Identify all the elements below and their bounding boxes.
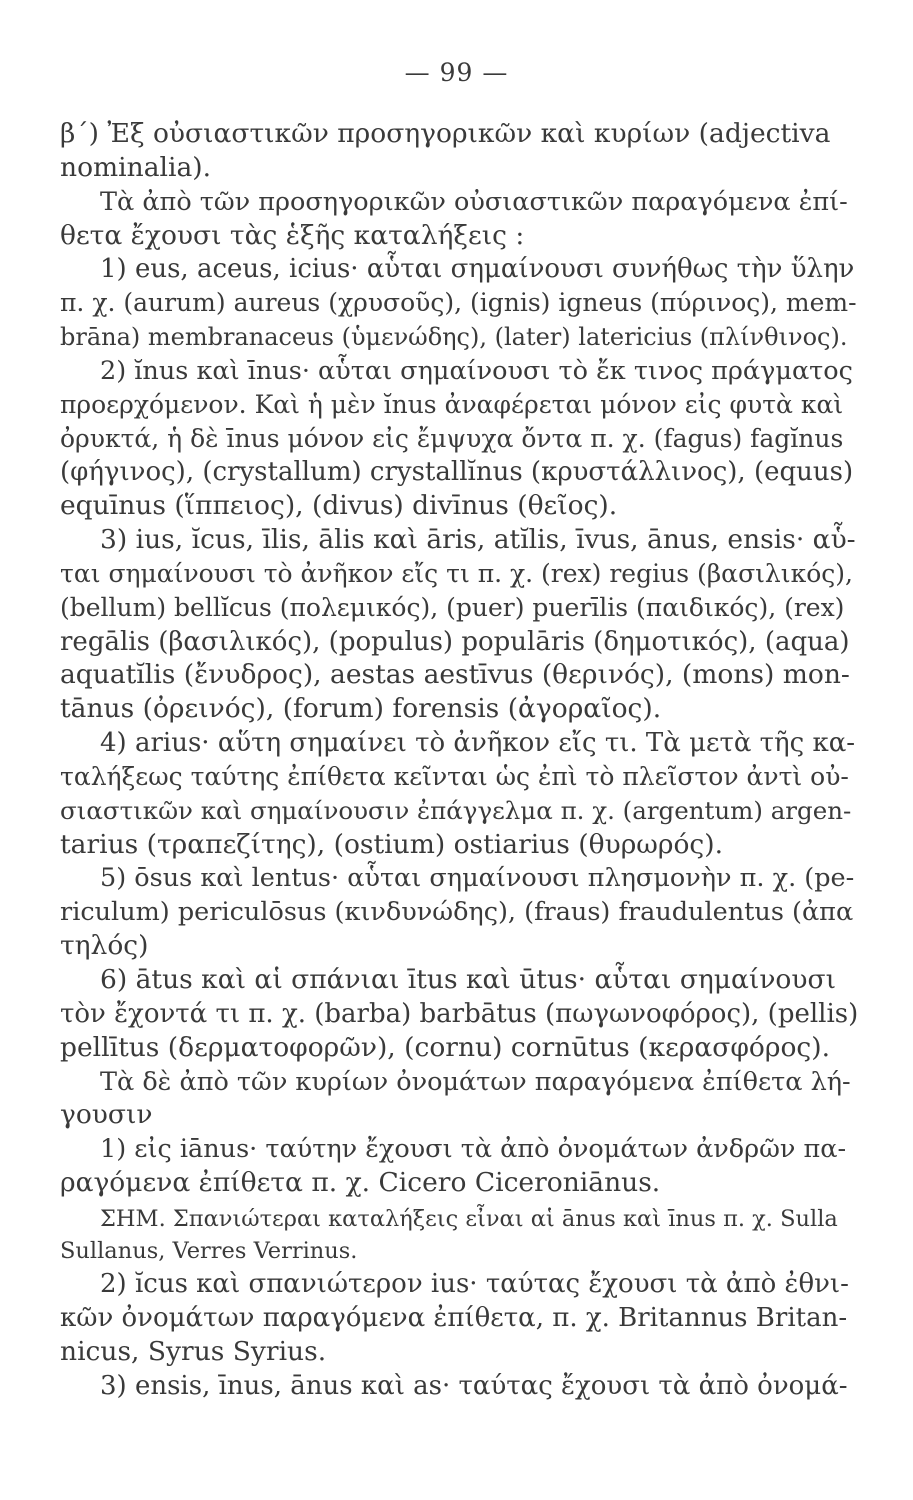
text-line: 3) ius, ĭcus, īlis, ālis καὶ āris, atĭlis, īvus, ānus, ensis· αὗ- bbox=[100, 524, 856, 555]
note-line: Sullanus, Verres Verrinus. bbox=[60, 1238, 358, 1264]
note-line: ΣΗΜ. Σπανιώτεραι καταλήξεις εἶναι αἱ ānus καὶ īnus π. χ. Sulla bbox=[100, 1206, 838, 1232]
text-line: aquatĭlis (ἔνυδρος), aestas aestīvus (θερινός), (mons) mon- bbox=[60, 659, 850, 690]
page-number: — 99 — bbox=[404, 58, 509, 87]
text-line: riculum) periculōsus (κινδυνώδης), (fraus) fraudulentus (ἀπα bbox=[60, 897, 854, 927]
text-line: προερχόμενον. Καὶ ἡ μὲν ĭnus ἀναφέρεται μόνον εἰς φυτὰ καὶ bbox=[60, 390, 844, 419]
text-line: nicus, Syrus Syrius. bbox=[60, 1336, 327, 1367]
text-line: κῶν ὀνομάτων παραγόμενα ἐπίθετα, π. χ. Britannus Britan- bbox=[60, 1303, 848, 1333]
text-line: 2) ĭnus καὶ īnus· αὗται σημαίνουσι τὸ ἔκ τινος πράγματος bbox=[100, 356, 853, 386]
text-line: tānus (ὀρεινός), (forum) forensis (ἀγοραῖος). bbox=[60, 693, 662, 724]
text-line: brāna) membranaceus (ὑμενώδης), (later) latericius (πλίνθινος). bbox=[60, 323, 848, 351]
text-line: regālis (βασιλικός), (populus) populāris (δημοτικός), (aqua) bbox=[60, 627, 850, 657]
text-line: σιαστικῶν καὶ σημαίνουσιν ἐπάγγελμα π. χ. (argentum) argen- bbox=[60, 796, 852, 825]
text-line: τηλός) bbox=[60, 930, 149, 961]
text-line: ὀρυκτά, ἡ δὲ īnus μόνον εἰς ἔμψυχα ὄντα π. χ. (fagus) fagĭnus bbox=[60, 424, 844, 453]
text-line: 2) ĭcus καὶ σπανιώτερον ius· ταύτας ἔχουσι τὰ ἀπὸ ἐθνι- bbox=[100, 1269, 849, 1299]
text-line: (φήγινος), (crystallum) crystallĭnus (κρυστάλλινος), (equus) bbox=[60, 457, 854, 487]
text-line: 4) arius· αὕτη σημαίνει τὸ ἀνῆκον εἴς τι. Τὰ μετὰ τῆς κα- bbox=[100, 728, 856, 758]
text-line: ραγόμενα ἐπίθετα π. χ. Cicero Ciceroniānus. bbox=[60, 1167, 661, 1198]
text-line: ταλήξεως ταύτης ἐπίθετα κεῖνται ὡς ἐπὶ τὸ πλεῖστον ἀντὶ οὐ- bbox=[60, 762, 849, 791]
text-line: Τὰ ἀπὸ τῶν προσηγορικῶν οὐσιαστικῶν παραγόμενα ἐπί- bbox=[100, 187, 848, 217]
text-line: γουσιν bbox=[60, 1099, 153, 1130]
text-line: θετα ἔχουσι τὰς ἑξῆς καταλήξεις : bbox=[60, 220, 525, 251]
text-line: 3) ensis, īnus, ānus καὶ as· ταύτας ἔχουσι τὰ ἀπὸ ὀνομά- bbox=[100, 1371, 848, 1401]
text-line: β΄) Ἐξ οὐσιαστικῶν προσηγορικῶν καὶ κυρίων (adjectiva bbox=[60, 118, 831, 149]
text-line: tarius (τραπεζίτης), (ostium) ostiarius (θυρωρός). bbox=[60, 829, 724, 860]
text-line: 5) ōsus καὶ lentus· αὗται σημαίνουσι πλησμονὴν π. χ. (pe- bbox=[100, 863, 855, 893]
text-line: nominalia). bbox=[60, 152, 212, 183]
text-line: Τὰ δὲ ἀπὸ τῶν κυρίων ὀνομάτων παραγόμενα ἐπίθετα λή- bbox=[100, 1067, 851, 1097]
text-line: π. χ. (aurum) aureus (χρυσοῦς), (ignis) igneus (πύρινος), mem- bbox=[60, 288, 857, 317]
text-line: τὸν ἔχοντά τι π. χ. (barba) barbātus (πωγωνοφόρος), (pellis) bbox=[60, 999, 859, 1029]
text-line: 1) εἰς iānus· ταύτην ἔχουσι τὰ ἀπὸ ὀνομάτων ἀνδρῶν πα- bbox=[100, 1134, 847, 1164]
text-line: equīnus (ἵππειος), (divus) divīnus (θεῖος). bbox=[60, 490, 618, 521]
text-line: pellītus (δερματοφορῶν), (cornu) cornūtus (κερασφόρος). bbox=[60, 1032, 831, 1063]
text-line: (bellum) bellĭcus (πολεμικός), (puer) puerīlis (παιδικός), (rex) bbox=[60, 593, 845, 622]
text-line: 1) eus, aceus, icius· αὗται σημαίνουσι συνήθως τὴν ὕλην bbox=[100, 254, 855, 284]
text-line: ται σημαίνουσι τὸ ἀνῆκον εἴς τι π. χ. (rex) regius (βασιλικός), bbox=[60, 559, 853, 588]
text-line: 6) ātus καὶ αἱ σπάνιαι ītus καὶ ūtus· αὗται σημαίνουσι bbox=[100, 964, 836, 995]
